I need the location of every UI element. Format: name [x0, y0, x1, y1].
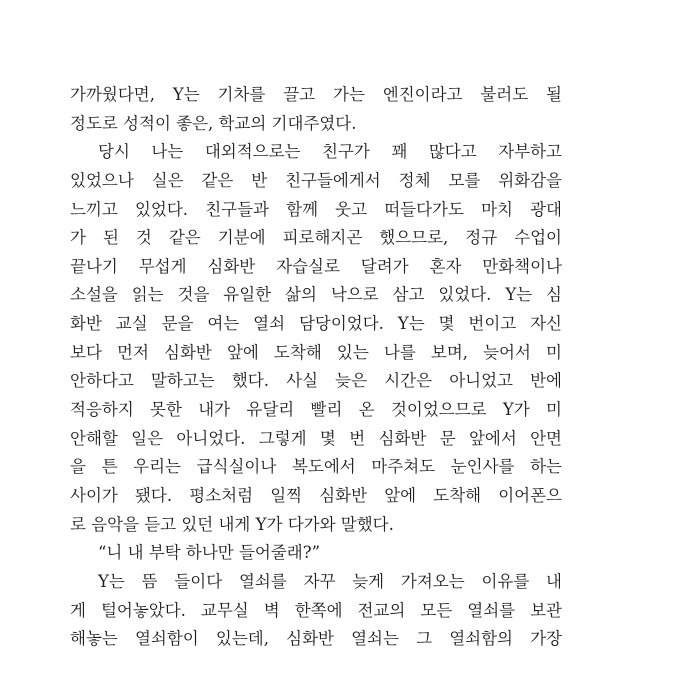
text-line-content: 끝나기 무섭게 심화반 자습실로 달려가 혼자 만화책이나 [70, 256, 562, 276]
text-line [70, 625, 562, 654]
text-line-content: 게 털어놓았다. 교무실 벽 한쪽에 전교의 모든 열쇠를 보관 [70, 600, 562, 620]
text-line [70, 396, 562, 425]
text-line-content: 로 음악을 듣고 있던 내게 Y가 다가와 말했다. [70, 514, 394, 534]
text-line [70, 367, 562, 396]
text-line-content: 안해할 일은 아니었다. 그렇게 몇 번 심화반 문 앞에서 안면 [70, 428, 562, 448]
text-line [70, 253, 562, 282]
text-line [70, 339, 562, 368]
text-line [70, 453, 562, 482]
text-line [70, 597, 562, 626]
text-line-content: 안하다고 말하고는 했다. 사실 늦은 시간은 아니었고 반에 [70, 371, 562, 391]
text-line-content: “니 내 부탁 하나만 들어줄래?” [98, 543, 321, 563]
dialogue-line [70, 539, 562, 568]
text-line-content: 적응하지 못한 내가 유달리 빨리 온 것이었으므로 Y가 미 [70, 400, 562, 420]
text-line-content: 화반 교실 문을 여는 열쇠 담당이었다. Y는 몇 번이고 자신 [70, 314, 562, 334]
body-text [70, 81, 562, 654]
text-line [70, 425, 562, 454]
text-line [70, 310, 562, 339]
text-line-content: 해놓는 열쇠함이 있는데, 심화반 열쇠는 그 열쇠함의 가장 [70, 629, 562, 649]
text-line-content: 사이가 됐다. 평소처럼 일찍 심화반 앞에 도착해 이어폰으 [70, 485, 562, 505]
text-line-content: 보다 먼저 심화반 앞에 도착해 있는 나를 보며, 늦어서 미 [70, 342, 562, 362]
paragraph-start-line [70, 138, 562, 167]
text-line-content: 소설을 읽는 것을 유일한 삶의 낙으로 삼고 있었다. Y는 심 [70, 285, 562, 305]
text-line-content: Y는 뜸 들이다 열쇠를 자꾸 늦게 가져오는 이유를 내 [98, 571, 562, 591]
text-line-content: 당시 나는 대외적으로는 친구가 꽤 많다고 자부하고 [98, 142, 562, 162]
text-line-content: 을 튼 우리는 급식실이나 복도에서 마주쳐도 눈인사를 하는 [70, 457, 562, 477]
text-line [70, 110, 562, 139]
text-line [70, 81, 562, 110]
text-line [70, 281, 562, 310]
text-line [70, 167, 562, 196]
paragraph-start-line [70, 568, 562, 597]
text-line [70, 224, 562, 253]
text-line [70, 511, 562, 540]
text-line [70, 482, 562, 511]
text-line [70, 196, 562, 225]
text-line-content: 정도로 성적이 좋은, 학교의 기대주였다. [70, 113, 357, 133]
text-line-content: 가까웠다면, Y는 기차를 끌고 가는 엔진이라고 불러도 될 [70, 85, 562, 104]
text-line-content: 느끼고 있었다. 친구들과 함께 웃고 떠들다가도 마치 광대 [70, 199, 562, 219]
text-line-content: 가 된 것 같은 기분에 피로해지곤 했으므로, 정규 수업이 [70, 228, 562, 248]
text-line-content: 있었으나 실은 같은 반 친구들에게서 정체 모를 위화감을 [70, 170, 562, 190]
